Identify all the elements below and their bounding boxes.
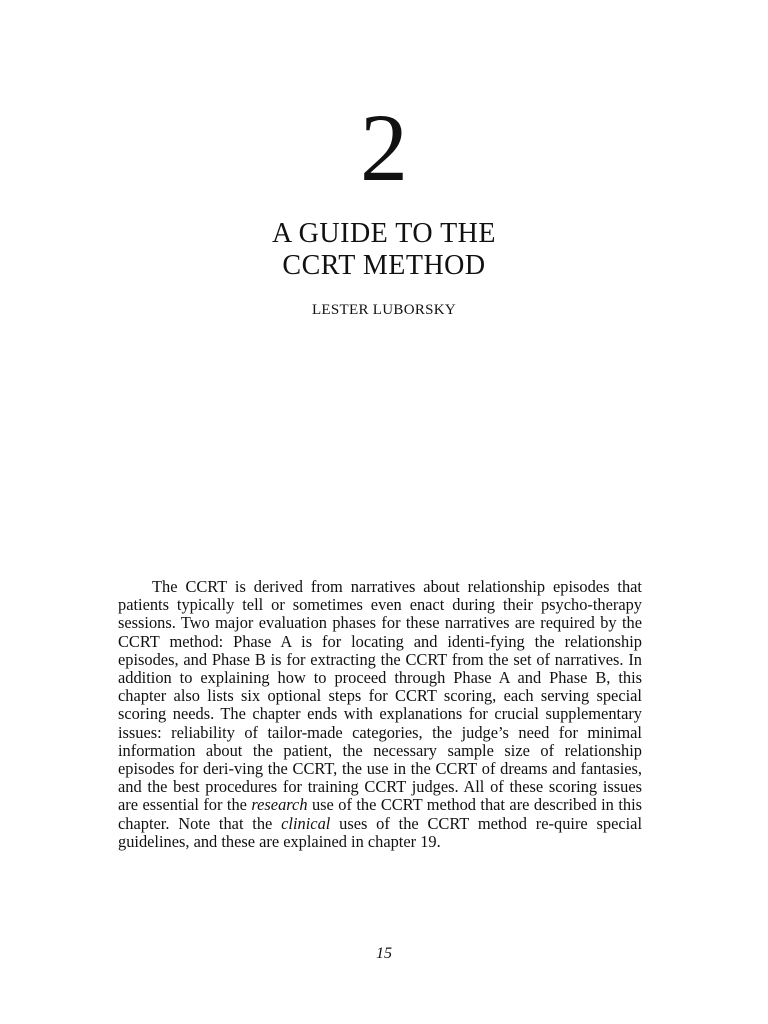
chapter-author: LESTER LUBORSKY (311, 302, 457, 318)
chapter-title (0, 218, 768, 282)
paragraph-text-part-2: use of the CCRT method that are described in this chapter. Note that the (118, 795, 642, 833)
chapter-title-line-2: CCRT METHOD (282, 250, 486, 281)
page-number: 15 (376, 945, 392, 962)
chapter-title-line-1: A GUIDE TO THE (272, 218, 496, 249)
emphasis-research: research (251, 795, 308, 815)
emphasis-clinical: clinical (281, 813, 331, 833)
paragraph-text-part-3: uses of the CCRT method re-quire special guidelines, and these are explained in chapter 19. (118, 813, 642, 851)
paragraph-text-part-1: The CCRT is derived from narratives about relationship episodes that patients typically tell or sometimes even enact during their psycho-therapy sessions. Two major evaluation phases for these narratives are required by the CCRT method: Phase A is for locating and identi-fying the relationship episodes, and Phase B is for extracting the CCRT from the set of narratives. In addition to explaining how to proceed through Phase A and Phase B, this chapter also lists six optional steps for CCRT scoring, each serving special scoring needs. The chapter ends with explanations for crucial supplementary issues: reliability of tailor-made categories, the judge’s need for minimal information about the patient, the necessary sample size of relationship episodes for deri-ving the CCRT, the use in the CCRT of dreams and fantasies, and the best procedures for training CCRT judges. All of these scoring issues are essential for the (118, 577, 642, 815)
chapter-number: 2 (360, 94, 408, 201)
chapter-abstract-paragraph (118, 578, 642, 851)
